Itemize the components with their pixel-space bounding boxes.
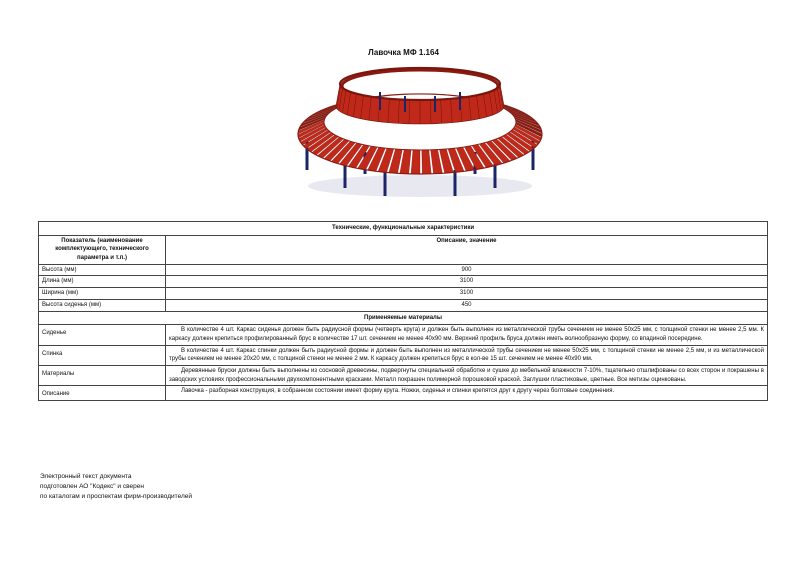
- table-row: [39, 365, 768, 385]
- row-name: Высота сиденья (мм): [39, 299, 166, 311]
- page-title: Лавочка МФ 1.164: [368, 48, 439, 57]
- row-value: 450: [166, 299, 768, 311]
- footer-line: подготовлен АО "Кодекс" и сверен: [40, 482, 144, 490]
- row-name: Ширина (мм): [39, 288, 166, 300]
- row-name: Высота (мм): [39, 264, 166, 276]
- material-name: Сиденье: [39, 325, 166, 345]
- row-value: 3100: [166, 276, 768, 288]
- table-row: [39, 288, 768, 300]
- column-header-param: Показатель (наименование комплектующего, технического параметра и т.п.): [39, 235, 166, 264]
- round-bench-illustration: [285, 62, 555, 197]
- table-row: [39, 386, 768, 401]
- spec-table: [38, 221, 768, 401]
- footer-note: [40, 472, 192, 501]
- row-value: 3100: [166, 288, 768, 300]
- material-name: Материалы: [39, 365, 166, 385]
- seat-slat: [422, 150, 431, 174]
- material-name: Описание: [39, 386, 166, 401]
- column-header-value: Описание, значение: [166, 235, 768, 264]
- table-row: [39, 299, 768, 311]
- table-row: [39, 325, 768, 345]
- spec-header: Технические, функциональные характеристики: [39, 222, 768, 236]
- row-name: Длина (мм): [39, 276, 166, 288]
- material-description: Деревянные бруски должны быть выполнены из сосновой древесины, подвергнуты специальной обработке и сушке до мебельной влажности 7-10%, тщательно отшлифованы со всех сторон и покрашены в заводских условиях профессиональными двухкомпонентными красками. Металл покрашен полимерной порошковой краской. Заглушки пластиковые, цветные. Все метизы оцинкованы.: [166, 365, 768, 385]
- footer-line: по каталогам и проспектам фирм-производителей: [40, 492, 193, 500]
- material-description: В количестве 4 шт. Каркас сиденья должен быть радиусной формы (четверть круга) и должен быть выполнен из металлической трубы сечением не менее 50х25 мм, с толщиной стенки не менее 2,5 мм. К каркасу должен крепиться профилированный брус в количестве 17 шт. сечением не менее 40х90 мм. Верхний профиль бруса должен иметь волнообразную форму, со впадиной посередине.: [166, 325, 768, 345]
- table-row: [39, 276, 768, 288]
- materials-header: Применяемые материалы: [39, 311, 768, 325]
- table-row: [39, 345, 768, 365]
- footer-line: Электронный текст документа: [40, 473, 132, 480]
- table-row: [39, 264, 768, 276]
- material-description: Лавочка - разборная конструкция, в собранном состоянии имеет форму круга. Ножки, сиденья и спинки крепятся друг к другу через болтовые соединения.: [166, 386, 768, 401]
- seat-slat: [411, 150, 420, 174]
- row-value: 900: [166, 264, 768, 276]
- material-name: Спинка: [39, 345, 166, 365]
- material-description: В количестве 4 шт. Каркас спинки должен быть радиусной формы и должен быть выполнен из металлической трубы сечением не менее 50х25 мм, с толщиной стенки не менее 2,5 мм, и из металлической трубы сечением не менее 20х20 мм, с толщиной стенки не менее 2 мм. К каркасу должен крепиться брус в кол-ве 15 шт. сечением не менее 40х90 мм.: [166, 345, 768, 365]
